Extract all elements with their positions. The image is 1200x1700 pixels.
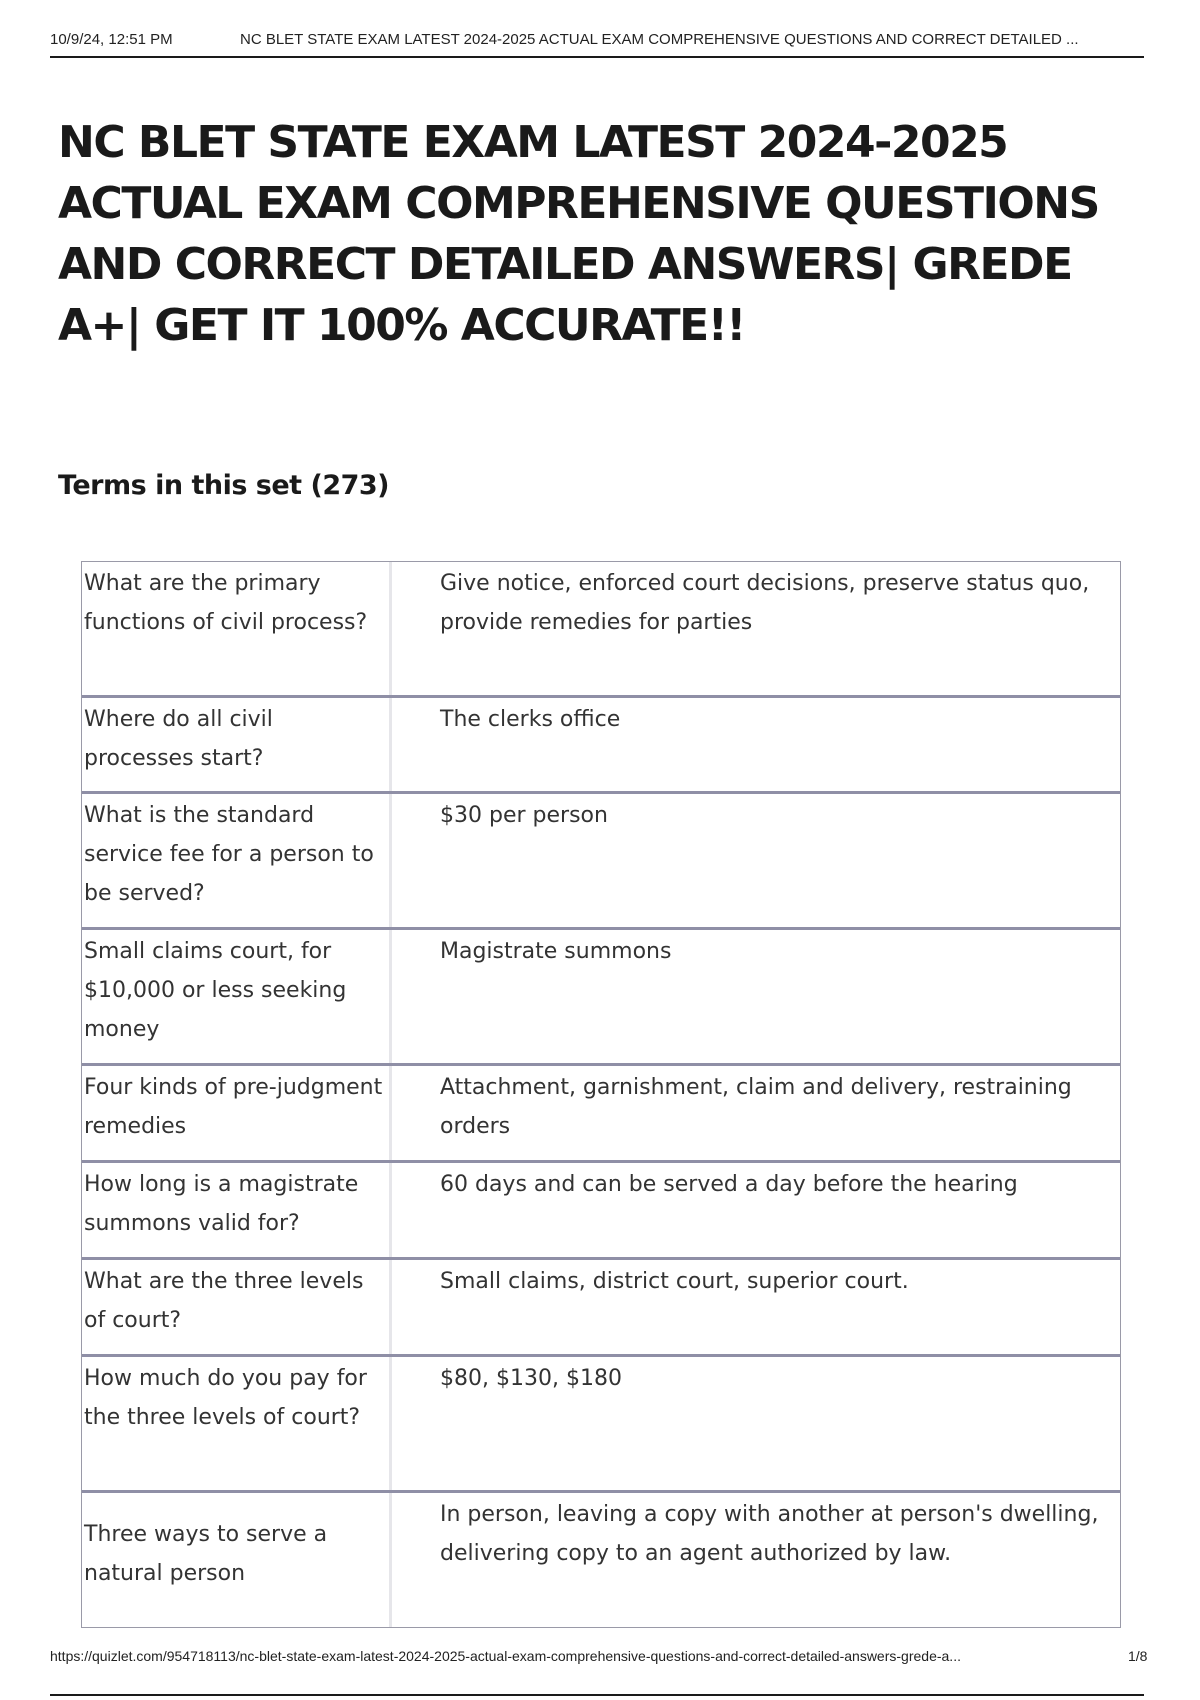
definition-text: Give notice, enforced court decisions, preserve status quo, provide remedies for parties — [440, 571, 1090, 635]
term-text: What are the primary functions of civil process? — [82, 562, 392, 695]
terms-count-heading: Terms in this set (273) — [58, 470, 390, 501]
print-document-title: NC BLET STATE EXAM LATEST 2024-2025 ACTUAL EXAM COMPREHENSIVE QUESTIONS AND CORRECT DETAILED ... — [240, 31, 1079, 48]
table-row — [82, 1066, 1120, 1163]
definition-text: $80, $130, $180 — [440, 1366, 622, 1391]
table-row — [82, 562, 1120, 698]
table-row — [82, 1493, 1120, 1627]
definition-text: 60 days and can be served a day before the hearing — [440, 1172, 1018, 1197]
table-row — [82, 1357, 1120, 1493]
definition-text: In person, leaving a copy with another at person's dwelling, delivering copy to an agent authorized by law. — [440, 1502, 1099, 1566]
bottom-divider — [50, 1694, 1144, 1696]
term-text: What is the standard service fee for a person to be served? — [82, 794, 392, 927]
source-url: https://quizlet.com/954718113/nc-blet-state-exam-latest-2024-2025-actual-exam-comprehensive-questions-and-correct-detailed-answers-grede-a... — [50, 1648, 961, 1664]
term-text: Three ways to serve a natural person — [82, 1493, 392, 1627]
definition-text: $30 per person — [440, 803, 608, 828]
page-number: 1/8 — [1128, 1648, 1148, 1664]
table-row — [82, 794, 1120, 930]
print-date: 10/9/24, 12:51 PM — [50, 31, 173, 48]
table-row — [82, 698, 1120, 794]
term-text: How long is a magistrate summons valid for? — [82, 1163, 392, 1257]
definition-text: Magistrate summons — [440, 939, 672, 964]
table-row — [82, 1260, 1120, 1357]
table-row — [82, 1163, 1120, 1260]
term-text: Four kinds of pre-judgment remedies — [82, 1066, 392, 1160]
page-title: NC BLET STATE EXAM LATEST 2024-2025 ACTUAL EXAM COMPREHENSIVE QUESTIONS AND CORRECT DETAILED ANSWERS| GREDE A+| GET IT 100% ACCURATE!! — [58, 117, 1099, 351]
definition-text: Attachment, garnishment, claim and delivery, restraining orders — [440, 1075, 1072, 1139]
term-text: How much do you pay for the three levels of court? — [82, 1357, 392, 1490]
term-text: What are the three levels of court? — [82, 1260, 392, 1354]
term-text: Small claims court, for $10,000 or less seeking money — [82, 930, 392, 1063]
print-header — [50, 28, 1144, 58]
table-row — [82, 930, 1120, 1066]
definition-text: Small claims, district court, superior court. — [440, 1269, 909, 1294]
term-text: Where do all civil processes start? — [82, 698, 392, 791]
definition-text: The clerks office — [440, 707, 621, 732]
terms-table — [81, 561, 1121, 1628]
